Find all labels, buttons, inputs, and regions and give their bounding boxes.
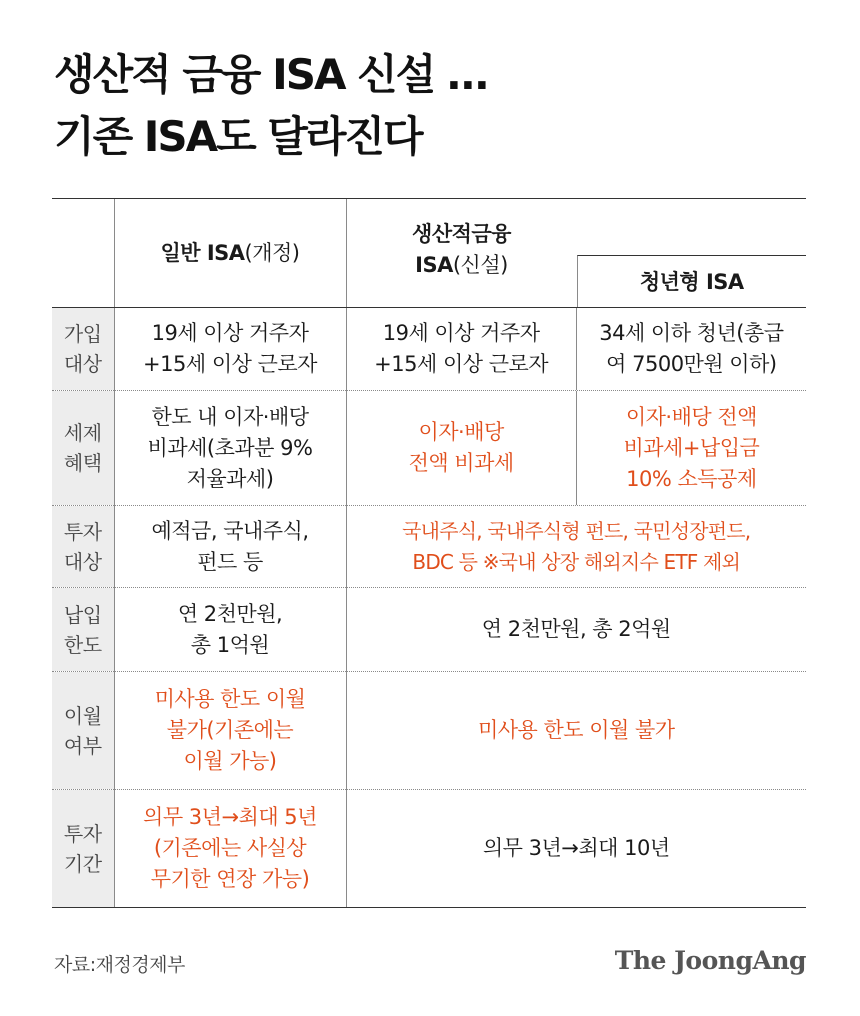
header-productive-line2: ISA(신설) [415, 253, 508, 277]
cell-merged-contribution-limit: 연 2천만원, 총 2억원 [346, 588, 806, 672]
table-row [52, 308, 806, 391]
title-line-2: 기존 ISA도 달라진다 [54, 112, 422, 161]
row-header-investment-period: 투자 기간 [52, 790, 114, 908]
table-row [52, 391, 806, 506]
cell-general-eligibility: 19세 이상 거주자 +15세 이상 근로자 [114, 308, 346, 391]
header-general-isa: 일반 ISA(개정) [114, 199, 346, 308]
row-header-eligibility: 가입 대상 [52, 308, 114, 391]
header-productive-line1: 생산적금융 [412, 222, 511, 246]
cell-youth-eligibility: 34세 이하 청년(총급 여 7500만원 이하) [576, 308, 806, 390]
cell-general-investment-target: 예적금, 국내주식, 펀드 등 [114, 506, 346, 588]
publisher-logo: The JoongAng [614, 946, 806, 975]
table-row [52, 790, 806, 908]
cell-merged-carryover: 미사용 한도 이월 불가 [346, 672, 806, 790]
cell-productive-tax-benefit: 이자·배당 전액 비과세 [408, 420, 514, 475]
header-youth-isa: 청년형 ISA [577, 255, 807, 308]
cell-merged-investment-period: 의무 3년→최대 10년 [346, 790, 806, 908]
title-line-1: 생산적 금융 ISA 신설 … [54, 50, 487, 99]
row-header-contribution-limit: 납입 한도 [52, 588, 114, 672]
header-productive-group [346, 199, 806, 308]
cell-general-tax-benefit: 한도 내 이자·배당 비과세(초과분 9% 저율과세) [114, 391, 346, 506]
row-header-tax-benefit: 세제 혜택 [52, 391, 114, 506]
table-row [52, 506, 806, 588]
cell-youth-tax-benefit: 이자·배당 전액 비과세+납입금 10% 소득공제 [576, 391, 806, 505]
row-header-carryover: 이월 여부 [52, 672, 114, 790]
header-corner-cell [52, 199, 114, 308]
page-title [54, 44, 487, 168]
cell-general-investment-period: 의무 3년→최대 5년 (기존에는 사실상 무기한 연장 가능) [114, 790, 346, 908]
comparison-table [52, 198, 806, 908]
cell-general-contribution-limit: 연 2천만원, 총 1억원 [114, 588, 346, 672]
table-row [52, 672, 806, 790]
source-caption: 자료:재정경제부 [54, 954, 185, 976]
cell-general-carryover: 미사용 한도 이월 불가(기존에는 이월 가능) [114, 672, 346, 790]
cell-productive-eligibility: 19세 이상 거주자 +15세 이상 근로자 [374, 321, 549, 376]
table-row [52, 588, 806, 672]
row-header-investment-target: 투자 대상 [52, 506, 114, 588]
cell-merged-investment-target: 국내주식, 국내주식형 펀드, 국민성장펀드, BDC 등 ※국내 상장 해외지수 ETF 제외 [346, 506, 806, 588]
